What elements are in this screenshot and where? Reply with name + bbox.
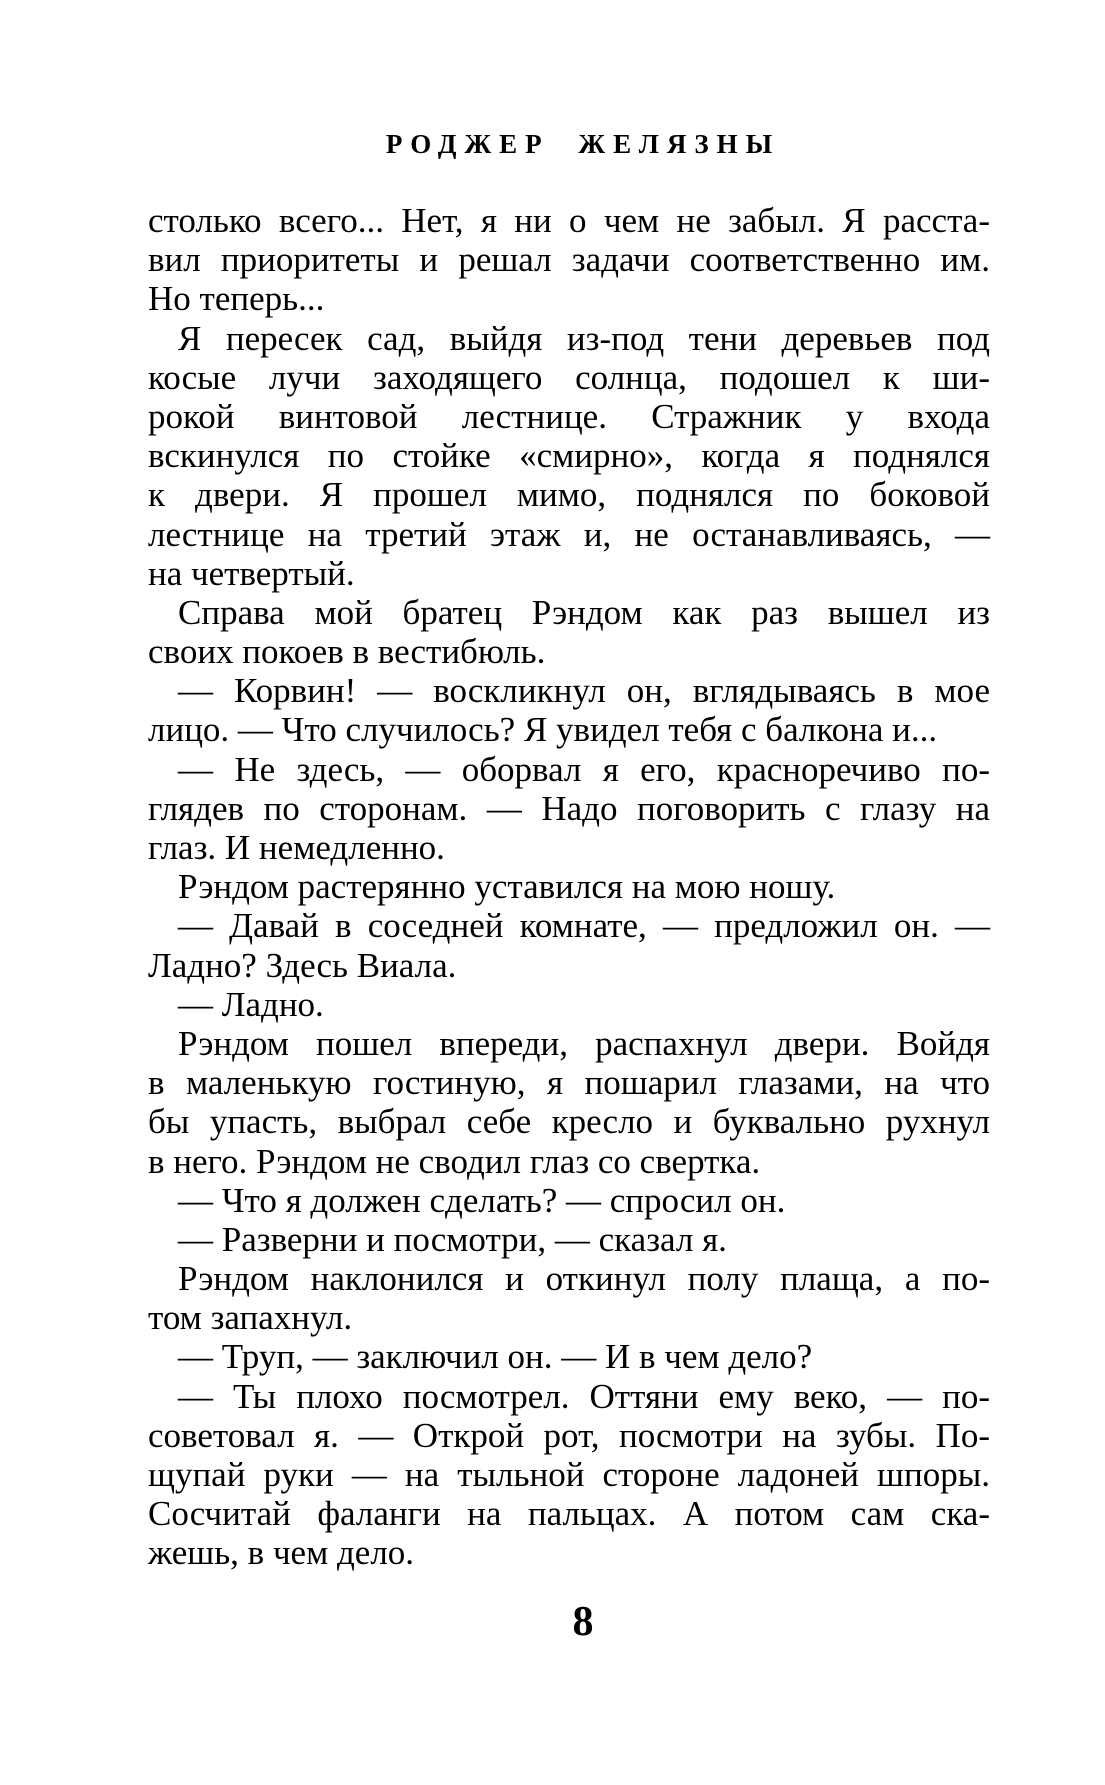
text-line: Я пересек сад, выйдя из-под тени деревьев под (178, 318, 990, 358)
text-line: — Ты плохо посмотрел. Оттяни ему веко, — по- (178, 1376, 990, 1416)
text-line: — Ладно. (178, 984, 324, 1024)
text-line: том запахнул. (148, 1298, 353, 1338)
text-line: столько всего... Нет, я ни о чем не забыл. Я расста- (148, 201, 990, 240)
text-line: Рэндом наклонился и откинул полу плаща, а по- (178, 1259, 990, 1299)
text-line: щупай руки — на тыльной стороне ладоней шпоры. (148, 1455, 990, 1494)
text-line: своих покоев в вестибюль. (148, 632, 546, 672)
body-text (148, 201, 990, 1573)
text-line: лестнице на третий этаж и, не останавливаясь, — (148, 514, 990, 554)
text-line: — Труп, — заключил он. — И в чем дело? (178, 1337, 813, 1377)
text-line: — Корвин! — воскликнул он, вглядываясь в мое (178, 671, 990, 711)
text-line: рокой винтовой лестнице. Стражник у входа (148, 396, 990, 436)
text-line: — Давай в соседней комнате, — предложил он. — (178, 906, 990, 946)
text-line: глядев по сторонам. — Надо поговорить с глазу на (148, 788, 990, 828)
text-line: Ладно? Здесь Виала. (148, 945, 457, 985)
text-line: жешь, в чем дело. (148, 1533, 415, 1573)
text-line: в него. Рэндом не сводил глаз со свертка. (148, 1141, 761, 1181)
text-line: вил приоритеты и решал задачи соответственно им. (148, 240, 990, 280)
text-line: на четвертый. (148, 553, 355, 593)
text-line: лицо. — Что случилось? Я увидел тебя с балкона и... (148, 710, 938, 750)
text-line: Сосчитай фаланги на пальцах. А потом сам ска- (148, 1494, 990, 1534)
text-line: бы упасть, выбрал себе кресло и буквально рухнул (148, 1102, 990, 1142)
text-line: советовал я. — Открой рот, посмотри на зубы. По- (148, 1415, 990, 1455)
text-line: в маленькую гостиную, я пошарил глазами, на что (148, 1063, 990, 1103)
text-line: — Что я должен сделать? — спросил он. (178, 1180, 786, 1220)
text-line: к двери. Я прошел мимо, поднялся по боковой (148, 475, 990, 515)
text-line: Рэндом растерянно уставился на мою ношу. (178, 867, 836, 907)
running-header-author: РОДЖЕР ЖЕЛЯЗНЫ (385, 129, 781, 159)
page-number: 8 (572, 1599, 594, 1645)
text-line: глаз. И немедленно. (148, 828, 445, 867)
text-line: — Не здесь, — оборвал я его, красноречиво по- (178, 749, 990, 789)
text-line: Рэндом пошел впереди, распахнул двери. Войдя (178, 1023, 990, 1063)
text-line: косые лучи заходящего солнца, подошел к ши- (148, 357, 990, 397)
text-line: Справа мой братец Рэндом как раз вышел из (178, 592, 990, 632)
text-line: вскинулся по стойке «смирно», когда я поднялся (148, 436, 990, 476)
text-line: Но теперь... (148, 279, 325, 319)
text-line: — Разверни и посмотри, — сказал я. (178, 1219, 727, 1259)
